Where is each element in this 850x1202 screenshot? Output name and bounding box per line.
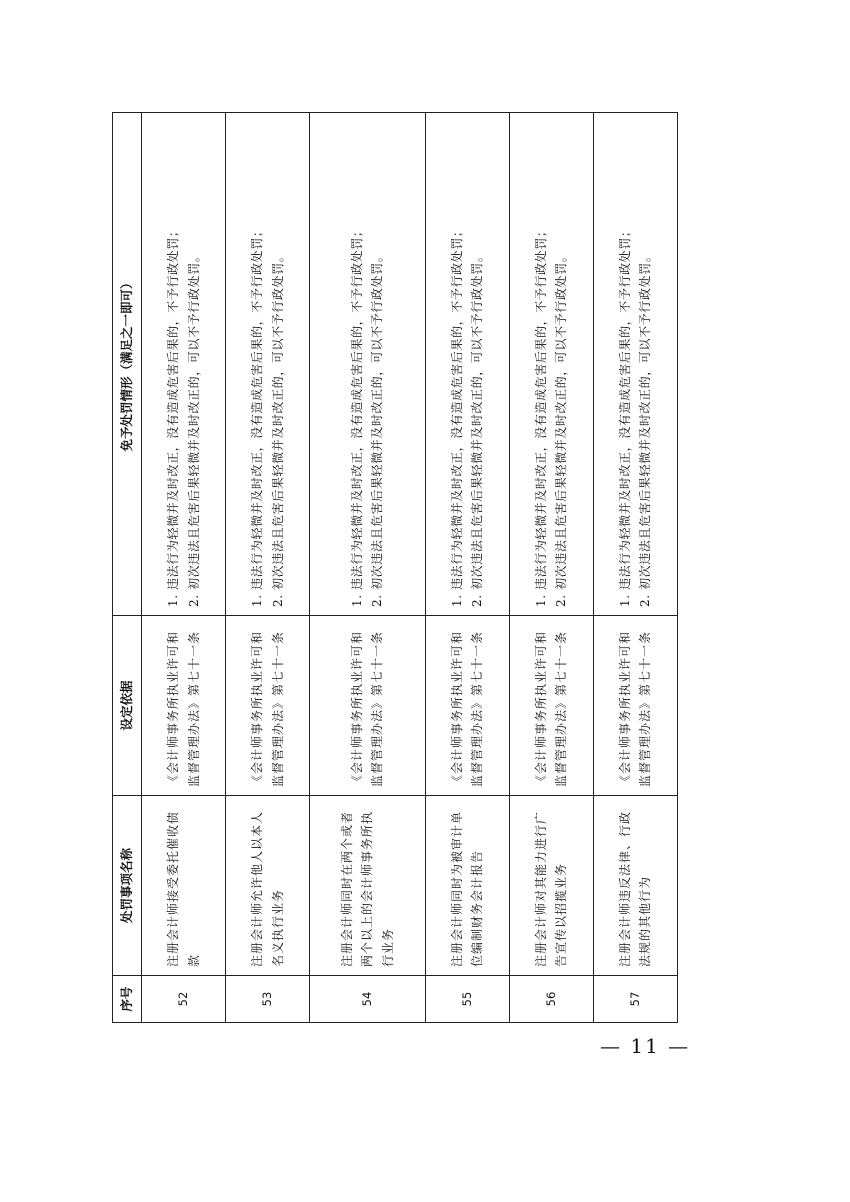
condition-line: 2. 初次违法且危害后果轻微并及时改正的，可以不予行政处罚。 (370, 249, 385, 607)
condition-line: 2. 初次违法且危害后果轻微并及时改正的，可以不予行政处罚。 (186, 249, 201, 607)
row-conditions (142, 113, 226, 616)
row-name: 注册会计师违反法律、行政法规的其他行为 (593, 796, 677, 976)
row-basis: 《会计师事务所执业许可和监督管理办法》第七十一条 (425, 616, 509, 796)
row-seq: 54 (310, 976, 426, 1023)
row-seq: 57 (593, 976, 677, 1023)
row-basis: 《会计师事务所执业许可和监督管理办法》第七十一条 (509, 616, 593, 796)
condition-line: 1. 违法行为轻微并及时改正，没有造成危害后果的，不予行政处罚； (250, 224, 265, 607)
row-seq: 55 (425, 976, 509, 1023)
header-seq: 序号 (113, 976, 142, 1023)
row-seq: 53 (226, 976, 310, 1023)
condition-line: 2. 初次违法且危害后果轻微并及时改正的，可以不予行政处罚。 (554, 249, 569, 607)
row-seq: 52 (142, 976, 226, 1023)
row-conditions (593, 113, 677, 616)
condition-line: 1. 违法行为轻微并及时改正，没有造成危害后果的，不予行政处罚； (534, 224, 549, 607)
condition-line: 1. 违法行为轻微并及时改正，没有造成危害后果的，不予行政处罚； (450, 224, 465, 607)
condition-line: 1. 违法行为轻微并及时改正，没有造成危害后果的，不予行政处罚； (618, 224, 633, 607)
row-conditions (509, 113, 593, 616)
row-basis: 《会计师事务所执业许可和监督管理办法》第七十一条 (593, 616, 677, 796)
table-row (310, 113, 426, 1023)
table-row (593, 113, 677, 1023)
row-conditions (226, 113, 310, 616)
row-name: 注册会计师同时为被审计单位编制财务会计报告 (425, 796, 509, 976)
table-row (425, 113, 509, 1023)
row-basis: 《会计师事务所执业许可和监督管理办法》第七十一条 (142, 616, 226, 796)
condition-line: 2. 初次违法且危害后果轻微并及时改正的，可以不予行政处罚。 (638, 249, 653, 607)
table-row (509, 113, 593, 1023)
row-name: 注册会计师对其能力进行广告宣传以招揽业务 (509, 796, 593, 976)
row-basis: 《会计师事务所执业许可和监督管理办法》第七十一条 (310, 616, 426, 796)
condition-line: 2. 初次违法且危害后果轻微并及时改正的，可以不予行政处罚。 (270, 249, 285, 607)
row-name: 注册会计师接受委托催收债款 (142, 796, 226, 976)
row-conditions (425, 113, 509, 616)
condition-line: 1. 违法行为轻微并及时改正，没有造成危害后果的，不予行政处罚； (166, 224, 181, 607)
row-conditions (310, 113, 426, 616)
header-basis: 设定依据 (113, 616, 142, 796)
row-basis: 《会计师事务所执业许可和监督管理办法》第七十一条 (226, 616, 310, 796)
header-name: 处罚事项名称 (113, 796, 142, 976)
table-header-row (113, 113, 142, 1023)
table-row (226, 113, 310, 1023)
page-number: — 11 — (600, 1034, 691, 1058)
table-row (142, 113, 226, 1023)
penalty-exemption-table (112, 112, 678, 1023)
row-seq: 56 (509, 976, 593, 1023)
row-name: 注册会计师同时在两个或者两个以上的会计师事务所执行业务 (310, 796, 426, 976)
row-name: 注册会计师允许他人以本人名义执行业务 (226, 796, 310, 976)
condition-line: 1. 违法行为轻微并及时改正，没有造成危害后果的，不予行政处罚； (350, 224, 365, 607)
rotated-table-container (112, 113, 678, 1023)
condition-line: 2. 初次违法且危害后果轻微并及时改正的，可以不予行政处罚。 (470, 249, 485, 607)
header-conditions: 免予处罚情形（满足之一即可） (113, 113, 142, 616)
